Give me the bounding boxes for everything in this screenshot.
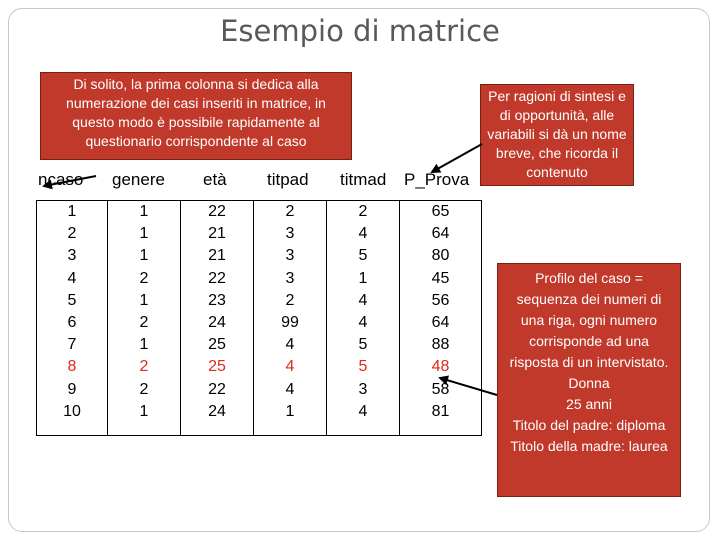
table-cell: 1 (139, 247, 149, 265)
table-cell: 23 (208, 291, 226, 309)
table-cell: 3 (67, 247, 77, 265)
table-cell: 8 (67, 358, 77, 376)
table-cell: 88 (431, 336, 450, 354)
profile-line: Titolo della madre: laurea (510, 438, 668, 454)
callout-short-names: Per ragioni di sintesi e di opportunità, alle variabili si dà un nome breve, che ricorda il contenuto (480, 84, 634, 186)
table-cell: 25 (208, 336, 226, 354)
table-cell: 2 (285, 203, 295, 220)
table-cell: 24 (208, 313, 226, 331)
table-cell: 2 (139, 313, 149, 331)
table-cell: 3 (285, 269, 295, 287)
table-cell: 10 (63, 402, 81, 420)
profile-line: Titolo del padre: diploma (512, 417, 666, 433)
table-cell: 5 (358, 336, 368, 354)
table-cell: 80 (431, 247, 450, 265)
header-p-prova: P_Prova (404, 170, 470, 189)
header-titmad: titmad (340, 170, 387, 189)
table-cell: 4 (358, 291, 368, 309)
table-cell: 81 (431, 402, 450, 420)
table-cell: 2 (358, 203, 368, 220)
table-cell: 4 (285, 336, 295, 354)
table-cell: 9 (67, 380, 77, 398)
profile-line: Profilo del caso = sequenza dei numeri di una riga, ogni numero corrisponde ad una risposta di un intervistato. (509, 270, 669, 370)
table-cell: 22 (208, 380, 226, 398)
table-cell: 2 (139, 269, 149, 287)
table-cell: 4 (285, 380, 295, 398)
table-cell: 64 (431, 313, 450, 331)
table-cell: 45 (431, 269, 450, 287)
table-cell: 2 (139, 380, 149, 398)
profile-line: Donna (568, 375, 610, 391)
table-cell: 5 (67, 291, 77, 309)
table-cell: 64 (431, 225, 450, 243)
table-cell: 22 (208, 269, 226, 287)
table-cell: 25 (208, 358, 226, 376)
table-cell: 3 (358, 380, 368, 398)
table-cell: 7 (67, 336, 77, 354)
arrow-to-ncaso (44, 176, 96, 186)
table-cell: 65 (431, 203, 450, 220)
table-cell: 58 (431, 380, 450, 398)
table-cell: 24 (208, 402, 226, 420)
slide-title: Esempio di matrice (220, 14, 500, 48)
table-cell: 4 (358, 402, 368, 420)
table-cell: 48 (431, 358, 450, 376)
table-cell: 56 (431, 291, 450, 309)
table-cell: 4 (358, 313, 368, 331)
table-cell: 1 (139, 402, 149, 420)
header-eta: età (203, 170, 227, 189)
table-cell: 1 (139, 291, 149, 309)
header-ncaso: ncaso (38, 170, 84, 189)
header-genere: genere (112, 170, 165, 189)
callout-first-column: Di solito, la prima colonna si dedica alla numerazione dei casi inseriti in matrice, in questo modo è possibile rapidamente al questionario corrispondente al caso (40, 72, 352, 160)
table-cell: 2 (139, 358, 149, 376)
table-cell: 1 (139, 336, 149, 354)
table-cell: 2 (285, 291, 295, 309)
arrow-to-headers (432, 144, 482, 172)
table-cell: 99 (281, 313, 299, 331)
table-cell: 21 (208, 247, 226, 265)
table-cell: 1 (285, 402, 295, 420)
table-cell: 22 (208, 203, 226, 220)
table-cell: 1 (139, 203, 149, 220)
table-cell: 4 (358, 225, 368, 243)
table-cell: 2 (67, 225, 77, 243)
table-cell: 1 (358, 269, 368, 287)
table-cell: 1 (67, 203, 77, 220)
table-cell: 4 (67, 269, 77, 287)
table-cell: 5 (358, 247, 368, 265)
table-cell: 1 (139, 225, 149, 243)
table-cell: 4 (285, 358, 295, 376)
table-cell: 3 (285, 247, 295, 265)
profile-line: 25 anni (566, 396, 612, 412)
table-cell: 5 (358, 358, 368, 376)
arrow-to-profile-row (440, 378, 497, 395)
table-cell: 3 (285, 225, 295, 243)
header-titpad: titpad (267, 170, 309, 189)
table-cell: 21 (208, 225, 226, 243)
table-cell: 6 (67, 313, 77, 331)
